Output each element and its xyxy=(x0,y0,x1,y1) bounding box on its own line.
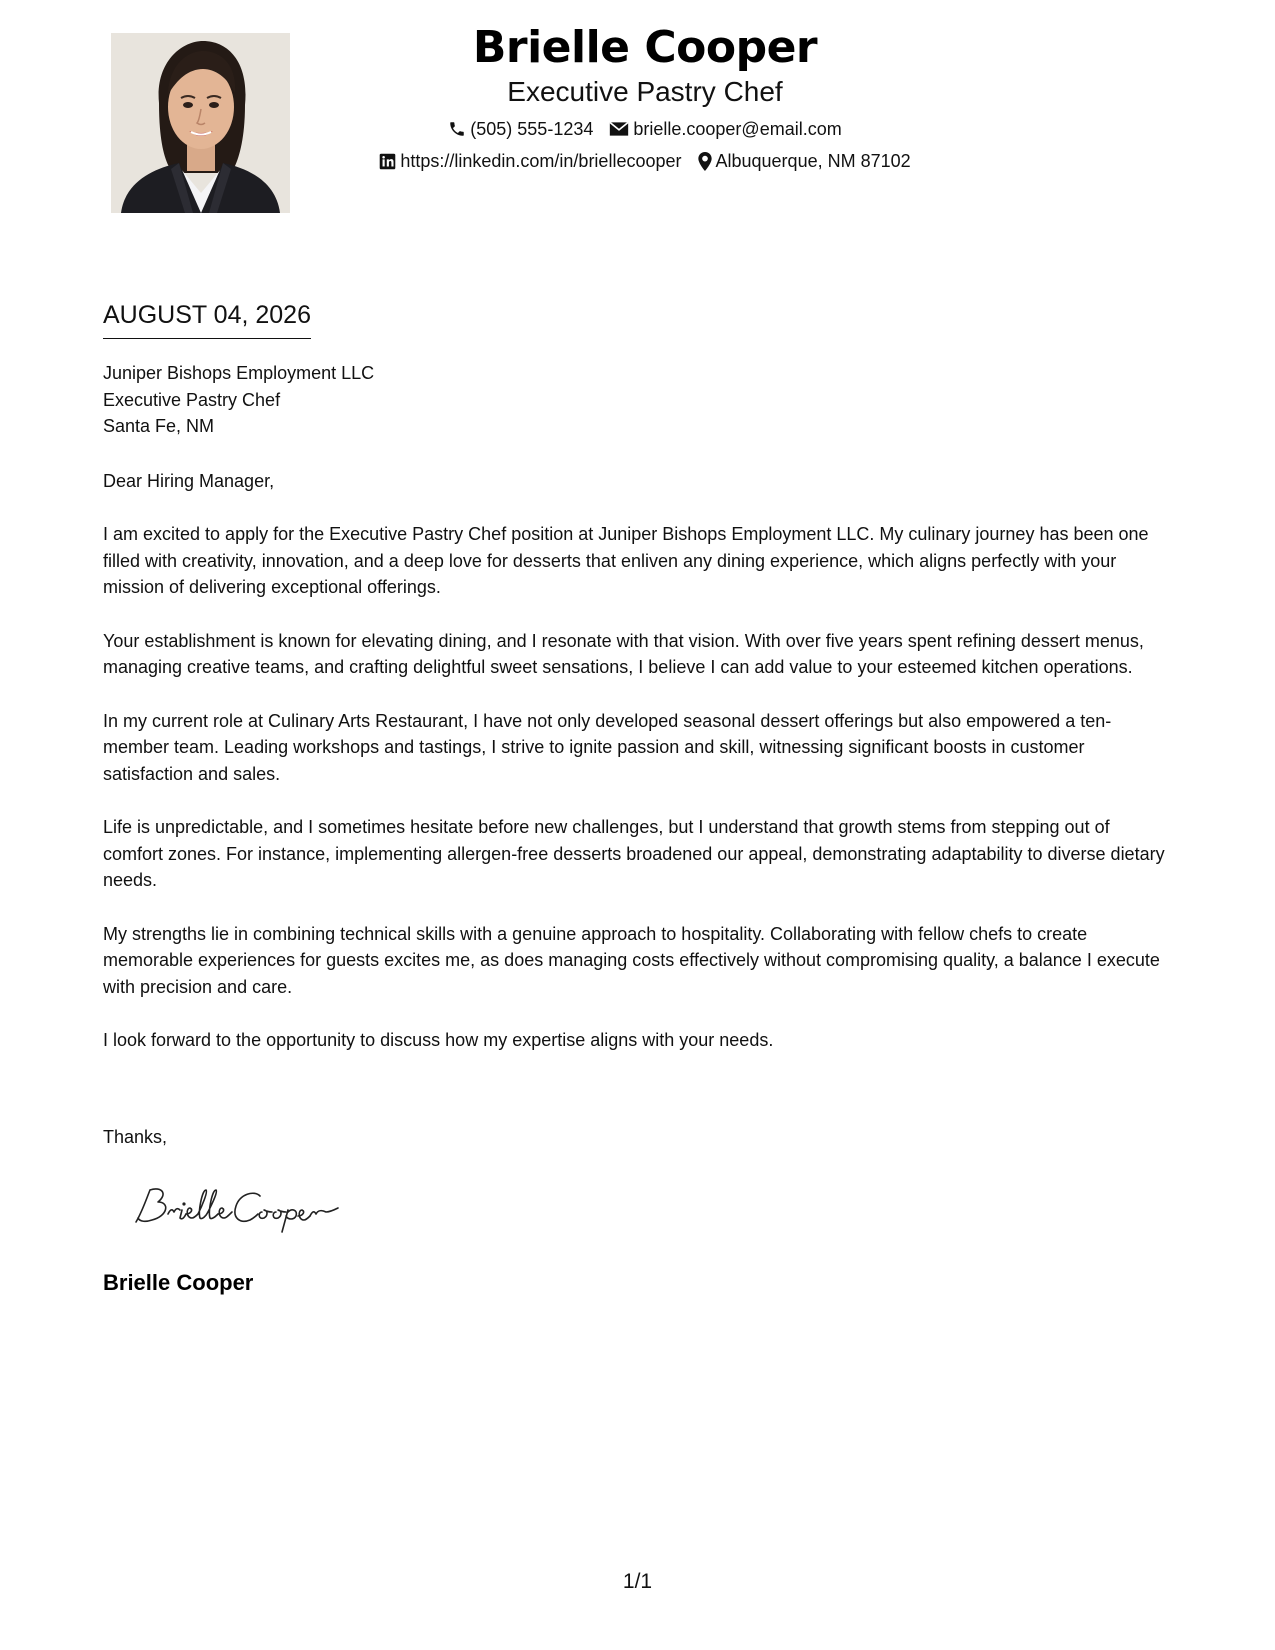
linkedin-contact[interactable] xyxy=(379,150,681,172)
recipient-company: Juniper Bishops Employment LLC xyxy=(103,363,375,383)
letter-date: AUGUST 04, 2026 xyxy=(103,298,311,339)
paragraph: Your establishment is known for elevating dining, and I resonate with that vision. With over five years spent refining dessert menus, managing creative teams, and crafting delightful sweet sensations, I believe I can add value to your esteemed kitchen operations. xyxy=(103,630,1144,677)
profile-photo xyxy=(111,33,290,213)
paragraph: Life is unpredictable, and I sometimes hesitate before new challenges, but I understand that growth stems from stepping out of comfort zones. For instance, implementing allergen-free desserts broadened our appeal, demonstrating adaptability to diverse dietary needs. xyxy=(103,817,1165,890)
paragraph: I look forward to the opportunity to discuss how my expertise aligns with your needs. xyxy=(103,1030,774,1050)
salutation: Dear Hiring Manager, xyxy=(103,470,275,491)
linkedin-icon xyxy=(379,153,396,170)
location-contact xyxy=(698,150,911,172)
contact-line-1 xyxy=(320,118,970,140)
recipient-position: Executive Pastry Chef xyxy=(103,389,281,410)
portrait-illustration xyxy=(111,33,290,213)
phone-text: (505) 555-1234 xyxy=(470,119,594,139)
letter-body xyxy=(103,360,1173,1054)
contact-line-2 xyxy=(320,150,970,172)
signer-name: Brielle Cooper xyxy=(103,1270,254,1295)
paragraph: My strengths lie in combining technical skills with a genuine approach to hospitality. Collaborating with fellow chefs to create memorable experiences for guests excites me, as does managing costs effectively without compromising quality, a balance I execute with precision and care. xyxy=(103,923,1160,997)
recipient-block xyxy=(103,360,1173,440)
header xyxy=(320,20,970,172)
applicant-name: Brielle Cooper xyxy=(472,22,818,73)
handwritten-signature xyxy=(128,1182,348,1238)
page-number: 1/1 xyxy=(622,1570,653,1593)
email-contact[interactable] xyxy=(609,118,841,140)
paragraph: I am excited to apply for the Executive Pastry Chef position at Juniper Bishops Employment LLC. My culinary journey has been one filled with creativity, innovation, and a deep love for desserts that enliven any dining experience, which aligns perfectly with your mission of delivering exceptional offerings. xyxy=(103,524,1149,597)
recipient-city: Santa Fe, NM xyxy=(103,416,215,436)
paragraph: In my current role at Culinary Arts Restaurant, I have not only developed seasonal dessert offerings but also empowered a ten-member team. Leading workshops and tastings, I strive to ignite passion and skill, witnessing significant boosts in customer satisfaction and sales. xyxy=(103,710,1112,784)
phone-icon xyxy=(448,120,466,138)
applicant-title: Executive Pastry Chef xyxy=(507,76,783,107)
map-pin-icon xyxy=(698,152,712,171)
phone-contact xyxy=(448,118,593,140)
location-text: Albuquerque, NM 87102 xyxy=(715,151,911,171)
envelope-icon xyxy=(609,121,629,137)
closing: Thanks, xyxy=(103,1127,168,1147)
email-text[interactable]: brielle.cooper@email.com xyxy=(633,119,842,139)
signature-graphic xyxy=(128,1182,348,1238)
linkedin-text[interactable]: https://linkedin.com/in/briellecooper xyxy=(400,151,682,171)
